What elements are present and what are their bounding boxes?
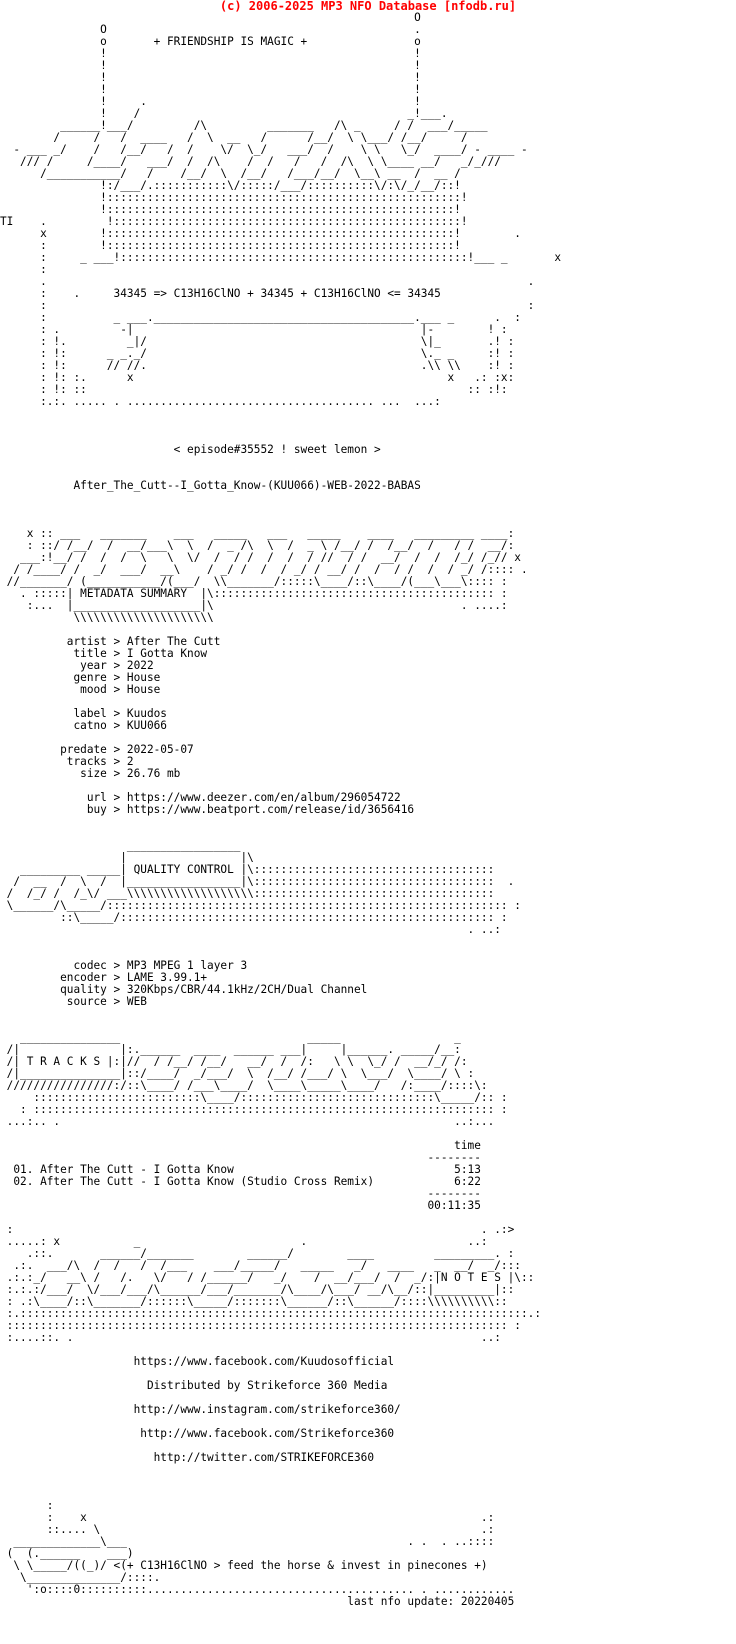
nfo-line: artist > After The Cutt [0,635,221,648]
nfo-line: O [0,12,421,24]
nfo-line: ////////////////:/::\____/ /___\____/ \____\_____\____/ /:____/::::\: [0,1079,488,1092]
nfo-line: / /____/ / _/ ___/ __\ / _/ / / / _/ / __/ / / / / / / _/ /:::: . [0,563,528,576]
nfo-line: predate > 2022-05-07 [0,743,194,756]
nfo-line: / __ / \ / |_________________|\:::::::::::::::::::::::::::::::::::: . [0,875,515,888]
nfo-line: url > https://www.deezer.com/en/album/296054722 [0,791,401,804]
nfo-line: encoder > LAME 3.99.1+ [0,971,208,984]
nfo-line: !::::::::::::::::::::::::::::::::::::::::::::::::::::! [0,203,461,216]
nfo-line: _________________ [0,839,241,852]
nfo-line: buy > https://www.beatport.com/release/id/3656416 [0,803,415,816]
nfo-line: . ..: [0,923,501,936]
nfo-line: last nfo update: 20220405 [0,1595,515,1608]
nfo-line: !:::::::::::::::::::::::::::::::::::::::::::::::::::::! [0,191,468,204]
nfo-line: title > I Gotta Know [0,647,208,660]
nfo-line: ! . ! [0,95,421,108]
nfo-line: : x .: [0,1511,495,1524]
nfo-line: : !::::::::::::::::::::::::::::::::::::::::::::::::::::! [0,239,461,252]
nfo-line: source > WEB [0,995,147,1008]
nfo-line: : .:\____/::\_______/::::::\_____/:::::::\______/::\______/::::\\\\\\\\\\:: [0,1295,508,1308]
nfo-line: .::. ______/_______ ______/ ____ _________. : [0,1247,515,1260]
nfo-line: \ \_____/((_)/ <(+ C13H16ClNO > feed the horse & invest in pinecones +) [0,1559,488,1572]
nfo-line: : [0,263,47,276]
nfo-line: genre > House [0,671,161,684]
nfo-line: \\\\\\\\\\\\\\\\\\\\\ [0,611,214,624]
nfo-line: : . .:> [0,1223,515,1236]
nfo-line: ::::::::::::::::::::::::::::::::::::::::::::::::::::::::::::::::::::::::::: : [0,1319,521,1332]
nfo-line: \______________/::::. [0,1571,161,1584]
nfo-line: :.:. ..... . ..................................... ... ...: [0,395,441,408]
nfo-line: http://www.facebook.com/Strikeforce360 [0,1427,395,1440]
nfo-line: : !: :. x x .: :x: [0,371,515,384]
nfo-line: tracks > 2 [0,755,134,768]
nfo-line: .:. ___/\ / / / /___ ___/_____/ _____ _/ ____ _ __/ _/::: [0,1259,521,1272]
nfo-line: :.:.:/___/ \/___/___/\______/___/_______/\____/\___/ __/\__/::|_________|:: [0,1283,515,1296]
nfo-line: label > Kuudos [0,707,167,720]
nfo-line: .:.:_/ __\ / /. \/ / /______/ _/ / __/___/ / _/:|N O T E S |\:: [0,1271,535,1284]
nfo-line: /___________/ / /__/ \ /__/ /___/__/ \__\ __ / __ / [0,167,461,180]
nfo-line: ! ! [0,71,421,84]
nfo-line: ::.... \ .: [0,1523,495,1536]
nfo-line: _________ _____| QUALITY CONTROL |\:::::::::::::::::::::::::::::::::::: [0,863,495,876]
nfo-line: /| T R A C K S |:|// / /__/ /__/ __/ / /: \ \ \_/ / __/_/ /: [0,1055,468,1068]
nfo-text-body [0,12,736,1608]
nfo-line: o + FRIENDSHIP IS MAGIC + o [0,35,421,48]
nfo-line: / / / ____ / \ __ / /__/ \ \___/ /__/ / [0,131,468,144]
nfo-line: -------- [0,1187,481,1200]
nfo-line: : _ ___._______________________________________.___ _ . : [0,311,521,324]
nfo-line: ! ! [0,47,421,60]
nfo-line: - ___ _/ / /__/ / / \/ \_/ ___/ / \ \ \_/ ____/ - ____ - [0,143,528,156]
nfo-line: ! ! [0,83,421,96]
nfo-line: mood > House [0,683,161,696]
nfo-line: | |\ [0,851,254,864]
nfo-line: catno > KUU066 [0,719,167,732]
nfo-line: : . 34345 => C13H16ClNO + 34345 + C13H16ClNO <= 34345 [0,287,441,300]
nfo-line: year > 2022 [0,659,154,672]
nfo-line: codec > MP3 MPEG 1 layer 3 [0,959,248,972]
nfo-line: https://www.facebook.com/Kuudosofficial [0,1355,395,1368]
nfo-line: x !::::::::::::::::::::::::::::::::::::::::::::::::::::! . [0,227,521,240]
nfo-line: size > 26.76 mb [0,767,181,780]
nfo-line: :.::::::::::::::::::::::::::::::::::::::::::::::::::::::::::::::::::::::::::::.: [0,1307,541,1320]
nfo-line: O . [0,23,421,36]
nfo-line: time [0,1139,481,1152]
nfo-line: ___:!__/ / / / \ \ \/ / / / / / / // / / __/ / / /_/ /_// x [0,551,521,564]
nfo-line: TI . !::::::::::::::::::::::::::::::::::::::::::::::::::::! [0,215,468,228]
nfo-line: http://www.instagram.com/strikeforce360/ [0,1403,401,1416]
nfo-line: /// / /____/ ___/ / /\ / / / / /\ \ \____ __/ _/_/// [0,155,501,168]
nfo-line: !:/___/.:::::::::::\/:::::/___/::::::::::\/:\/_/__/::! [0,179,461,192]
nfo-line: \______/\_____/:::::::::::::::::::::::::::::::::::::::::::::::::::::::::::: : [0,899,521,912]
nfo-line: //_______/ (___________/(___/ \\_______/:::::\____/::\____/(___\___\:::: : [0,575,508,588]
nfo-line: . :::::| METADATA SUMMARY |\:::::::::::::::::::::::::::::::::::::::::: : [0,587,508,600]
nfo-line: -------- [0,1151,481,1164]
nfo-line: < episode#35552 ! sweet lemon > [0,443,381,456]
nfo-line: ':o::::0::::::::::........................................ . ............ [0,1583,515,1596]
nfo-line: :::::::::::::::::::::::::\____/:::::::::::::::::::::::::::::\_____/:: : [0,1091,508,1104]
nfo-line: _______________ _____ _ [0,1031,461,1044]
nfo-line: ______!___/ /\ _______ /\ _ / / ___/_____ [0,119,488,132]
nfo-line: ( (.______ ___) [0,1547,134,1560]
nfo-line: 01. After The Cutt - I Gotta Know 5:13 [0,1163,481,1176]
nfo-line: : : [0,299,535,312]
nfo-line: : _ ___!::::::::::::::::::::::::::::::::::::::::::::::::::::!___ _ x [0,251,562,264]
nfo-line: ::\_____/:::::::::::::::::::::::::::::::::::::::::::::::::::::::: : [0,911,508,924]
nfo-line: .....: x _ . ..: [0,1235,488,1248]
nfo-line: : ::::::::::::::::::::::::::::::::::::::::::::::::::::::::::::::::::::: : [0,1103,508,1116]
nfo-line: /|_______________|::/____/ _/___/ \ /__/ /___/ \ \___/ \____/ \ : [0,1067,475,1080]
nfo-line: ! / _!___. [0,107,448,120]
nfo-line: : !: _ _._/ \._ _ :! : [0,347,515,360]
nfo-line: :... |___________________|\ . ....: [0,599,508,612]
nfodb-header: (c) 2006-2025 MP3 NFO Database [nfodb.ru] [219,0,517,13]
nfo-line: Distributed by Strikeforce 360 Media [0,1379,388,1392]
nfo-line: After_The_Cutt--I_Gotta_Know-(KUU066)-WEB-2022-BABAS [0,479,421,492]
nfo-line: ! ! [0,59,421,72]
nfo-line: : [0,1499,54,1512]
nfo-line: :....::. . ..: [0,1331,501,1344]
nfo-line: . . [0,275,535,288]
nfo-line: / /_/ / /_\/ ___\\\\\\\\\\\\\\\\\\\:::::::::::::::::::::::::::::::::::: [0,887,495,900]
nfo-line: /| |:.______ ____ ______ ___| |______. _____/__: [0,1043,461,1056]
nfo-line: 02. After The Cutt - I Gotta Know (Studio Cross Remix) 6:22 [0,1175,481,1188]
nfo-line: _____________\___ . . . ..:::: [0,1535,495,1548]
nfo-line: x :: ___ _______ ___ _____ ___ _____ ____ _________ ____: [0,527,515,540]
nfo-line: ...:.. . ..:... [0,1115,495,1128]
nfo-line: 00:11:35 [0,1199,481,1212]
nfo-line: : . -| |- ! : [0,323,508,336]
nfo-line: : !. _|/ \|_ .! : [0,335,515,348]
nfo-line: http://twitter.com/STRIKEFORCE360 [0,1451,375,1464]
nfo-line: quality > 320Kbps/CBR/44.1kHz/2CH/Dual Channel [0,983,368,996]
nfo-line: : !: // //. .\\ \\ :! : [0,359,515,372]
nfo-line: : !: :: :: :!: [0,383,508,396]
nfo-line: : ::/ /__/ / __/___\ \ / _ /\ \ / _ \ /__/ / /__/ / / / __/: [0,539,515,552]
